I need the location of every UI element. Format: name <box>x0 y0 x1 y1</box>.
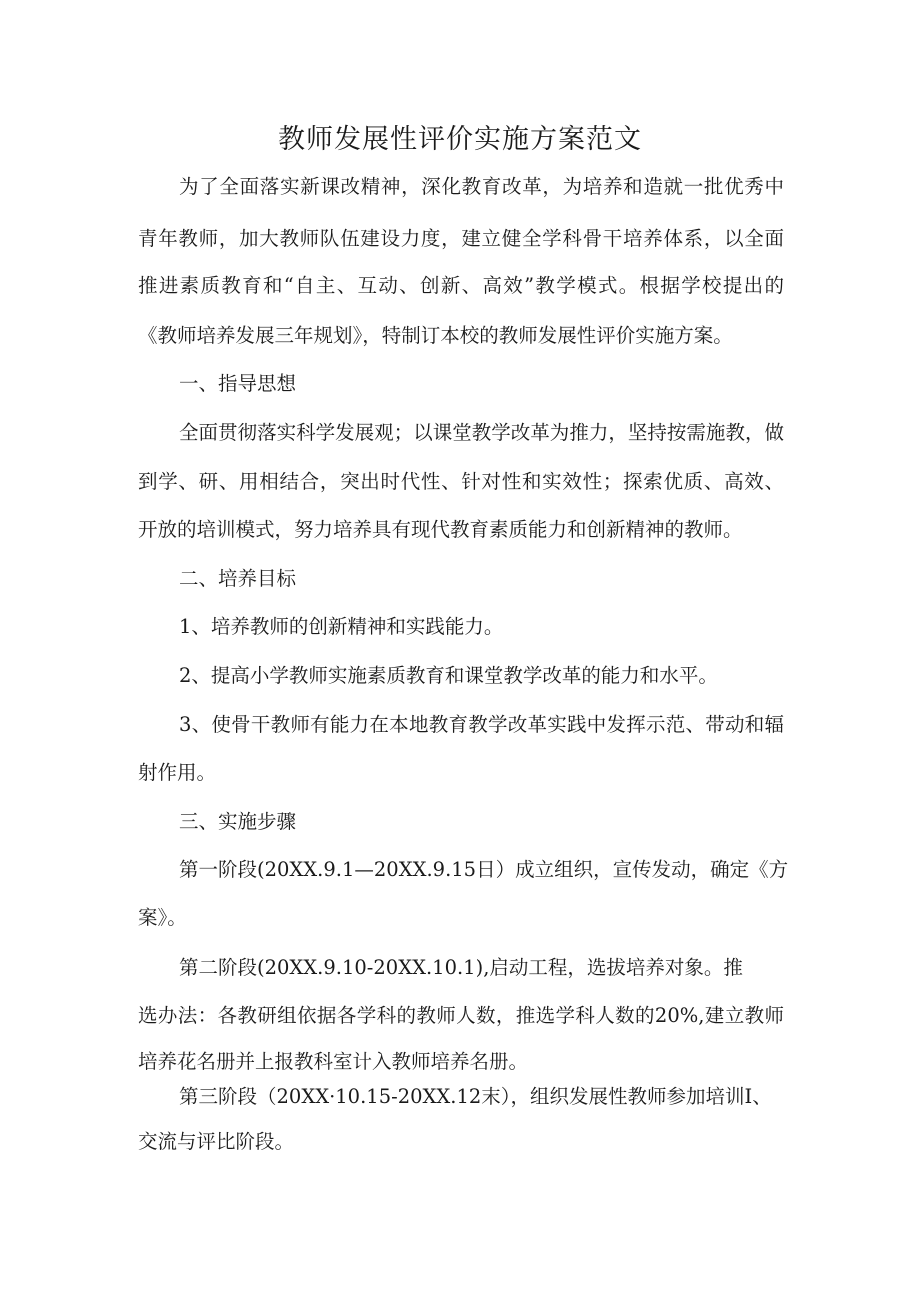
section3-stage1-line-2: 案》。 <box>138 906 187 929</box>
intro-line-2: 青年教师，加大教师队伍建设力度，建立健全学科骨干培养体系，以全面 <box>138 227 784 250</box>
section3-stage2-line-1: 第二阶段(20XX.9.10-20XX.10.1),启动工程，选拔培养对象。推 <box>179 956 743 979</box>
section2-item-3-line-2: 射作用。 <box>138 761 217 784</box>
section1-heading: 一、指导思想 <box>179 372 297 395</box>
intro-line-4: 《教师培养发展三年规划》，特制订本校的教师发展性评价实施方案。 <box>138 324 733 347</box>
section2-heading: 二、培养目标 <box>179 567 297 590</box>
section3-stage3-line-2: 交流与评比阶段。 <box>138 1130 295 1153</box>
intro-line-1: 为了全面落实新课改精神，深化教育改革，为培养和造就一批优秀中 <box>179 175 784 198</box>
section3-stage1-line-1: 第一阶段(20XX.9.1—20XX.9.15日）成立组织，宣传发动，确定《方 <box>179 858 789 881</box>
section2-item-1: 1、培养教师的创新精神和实践能力。 <box>179 615 504 638</box>
section3-stage2-line-2: 选办法：各教研组依据各学科的教师人数，推选学科人数的20%,建立教师 <box>138 1004 784 1027</box>
section3-heading: 三、实施步骤 <box>179 810 297 833</box>
section2-item-3-line-1: 3、使骨干教师有能力在本地教育教学改革实践中发挥示范、带动和辐 <box>179 713 784 736</box>
section2-item-2: 2、提高小学教师实施素质教育和课堂教学改革的能力和水平。 <box>179 664 718 687</box>
section3-stage3-line-1: 第三阶段（20XX·10.15-20XX.12末），组织发展性教师参加培训I、 <box>179 1085 772 1108</box>
section1-line-2: 到学、研、用相结合，突出时代性、针对性和实效性；探索优质、高效、 <box>138 470 784 493</box>
intro-line-3: 推进素质教育和“自主、互动、创新、高效”教学模式。根据学校提出的 <box>138 274 784 297</box>
section1-line-1: 全面贯彻落实科学发展观；以课堂教学改革为推力，坚持按需施教，做 <box>179 421 784 444</box>
section3-stage2-line-3: 培养花名册并上报教科室计入教师培养名册。 <box>138 1050 529 1073</box>
section1-line-3: 开放的培训模式，努力培养具有现代教育素质能力和创新精神的教师。 <box>138 518 743 541</box>
document-title: 教师发展性评价实施方案范文 <box>278 124 642 155</box>
